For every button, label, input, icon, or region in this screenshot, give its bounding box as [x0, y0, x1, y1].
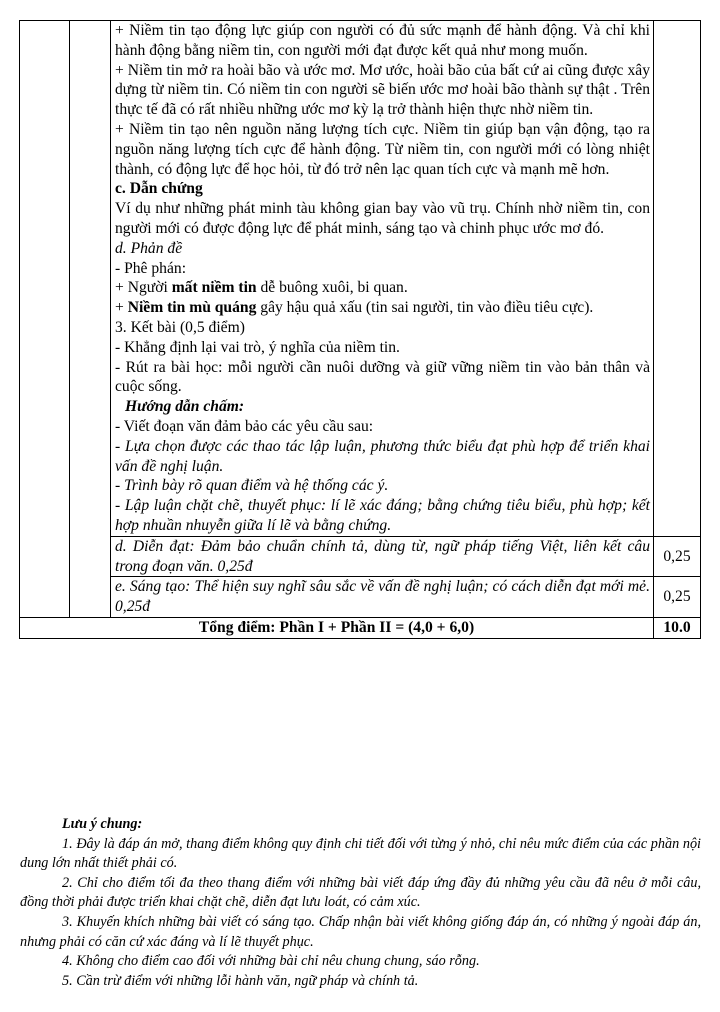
- note-item: 3. Khuyến khích những bài viết có sáng tạo. Chấp nhận bài viết không giống đáp án, có những ý ngoài đáp án, nhưng phải có căn cứ xác đáng và lí lẽ thuyết phục.: [20, 913, 701, 950]
- empty-score-cell: [654, 21, 701, 537]
- content-row: [20, 21, 701, 537]
- note-item: 1. Đây là đáp án mở, thang điểm không quy định chi tiết đối với từng ý nhỏ, chỉ nêu mức điểm của các phần nội dung lớn nhất thiết phải có.: [20, 835, 701, 872]
- grading-heading: Hướng dẫn chấm:: [125, 398, 245, 416]
- content-paragraph: d. Phản đề: [115, 239, 183, 257]
- content-paragraph: + Niềm tin tạo động lực giúp con người có đủ sức mạnh để hành động. Và chỉ khi hành động bằng niềm tin, con người mới đạt được kết quả như mong muốn.: [115, 22, 650, 59]
- conclusion-paragraph: - Rút ra bài học: mỗi người cần nuôi dưỡng và giữ vững niềm tin vào bản thân và cuộc sống.: [115, 358, 650, 396]
- total-label: Tổng điểm: Phần I + Phần II = (4,0 + 6,0): [20, 617, 654, 638]
- content-cell: [111, 21, 654, 537]
- criteria-row: [20, 577, 701, 618]
- criteria-text: d. Diễn đạt: Đảm bảo chuẩn chính tả, dùng từ, ngữ pháp tiếng Việt, liên kết câu trong đoạn văn. 0,25đ: [115, 537, 650, 575]
- content-paragraph: - Phê phán:: [115, 259, 187, 277]
- critique-paragraph: + Niềm tin mù quáng gây hậu quả xấu (tin sai người, tin vào điều tiêu cực).: [115, 299, 594, 317]
- notes-list: [20, 835, 701, 992]
- content-paragraph: + Niềm tin mở ra hoài bão và ước mơ. Mơ ước, hoài bão của bất cứ ai cũng được xây dựng từ niềm tin. Có niềm tin con người sẽ biến ước mơ hoài bão thành sự thật . Trên thực tế đã có rất nhiều những ước mơ kỳ lạ trở thành hiện thực nhờ niềm tin.: [115, 61, 650, 119]
- total-score: 10.0: [654, 617, 701, 638]
- grading-line: - Lập luận chặt chẽ, thuyết phục: lí lẽ xác đáng; bằng chứng tiêu biểu, phù hợp; kết hợp nhuần nhuyễn giữa lí lẽ và bằng chứng.: [115, 497, 650, 534]
- notes-title: Lưu ý chung:: [62, 816, 143, 832]
- note-item: 4. Không cho điểm cao đối với những bài chỉ nêu chung chung, sáo rỗng.: [62, 953, 480, 970]
- general-notes: [20, 815, 701, 991]
- content-paragraph: Ví dụ như những phát minh tàu không gian bay vào vũ trụ. Chính nhờ niềm tin, con người mới có được động lực để phát minh, sáng tạo và chinh phục ước mơ đó.: [115, 200, 650, 237]
- criteria-score: 0,25: [654, 577, 701, 618]
- criteria-text: e. Sáng tạo: Thể hiện suy nghĩ sâu sắc về vấn đề nghị luận; có cách diễn đạt mới mẻ. 0,25đ: [115, 578, 650, 616]
- note-item: 5. Cần trừ điểm với những lỗi hành văn, ngữ pháp và chính tả.: [62, 972, 419, 989]
- grading-line: - Lựa chọn được các thao tác lập luận, phương thức biểu đạt phù hợp để triển khai vấn đề nghị luận.: [115, 437, 650, 475]
- grading-line: - Viết đoạn văn đảm bảo các yêu cầu sau:: [115, 417, 374, 435]
- empty-cell: [20, 21, 70, 618]
- grading-line: - Trình bày rõ quan điểm và hệ thống các ý.: [115, 477, 389, 495]
- criteria-score: 0,25: [654, 536, 701, 577]
- criteria-row: [20, 536, 701, 577]
- critique-paragraph: + Người mất niềm tin dễ buông xuôi, bi quan.: [115, 279, 408, 297]
- content-paragraph: c. Dẫn chứng: [115, 180, 203, 198]
- criteria-cell: [111, 577, 654, 618]
- conclusion-paragraph: 3. Kết bài (0,5 điểm): [115, 318, 245, 336]
- answer-content: [111, 21, 653, 536]
- conclusion-paragraph: - Khẳng định lại vai trò, ý nghĩa của niềm tin.: [115, 338, 400, 356]
- total-row: [20, 617, 701, 638]
- grading-rubric-table: [19, 20, 701, 639]
- note-item: 2. Chỉ cho điểm tối đa theo thang điểm với những bài viết đáp ứng đầy đủ những yêu cầu đã nêu ở mỗi câu, đồng thời phải được triển khai chặt chẽ, diễn đạt lưu loát, có cảm xúc.: [20, 874, 701, 911]
- content-paragraph: + Niềm tin tạo nên nguồn năng lượng tích cực. Niềm tin giúp bạn vận động, tạo ra nguồn năng lượng tích cực để hành động. Từ niềm tin, con người mới có lòng nhiệt thành, có động lực để học hỏi, từ đó trở nên lạc quan tích cực và mạnh mẽ hơn.: [115, 120, 650, 178]
- empty-cell: [70, 21, 111, 618]
- criteria-cell: [111, 536, 654, 577]
